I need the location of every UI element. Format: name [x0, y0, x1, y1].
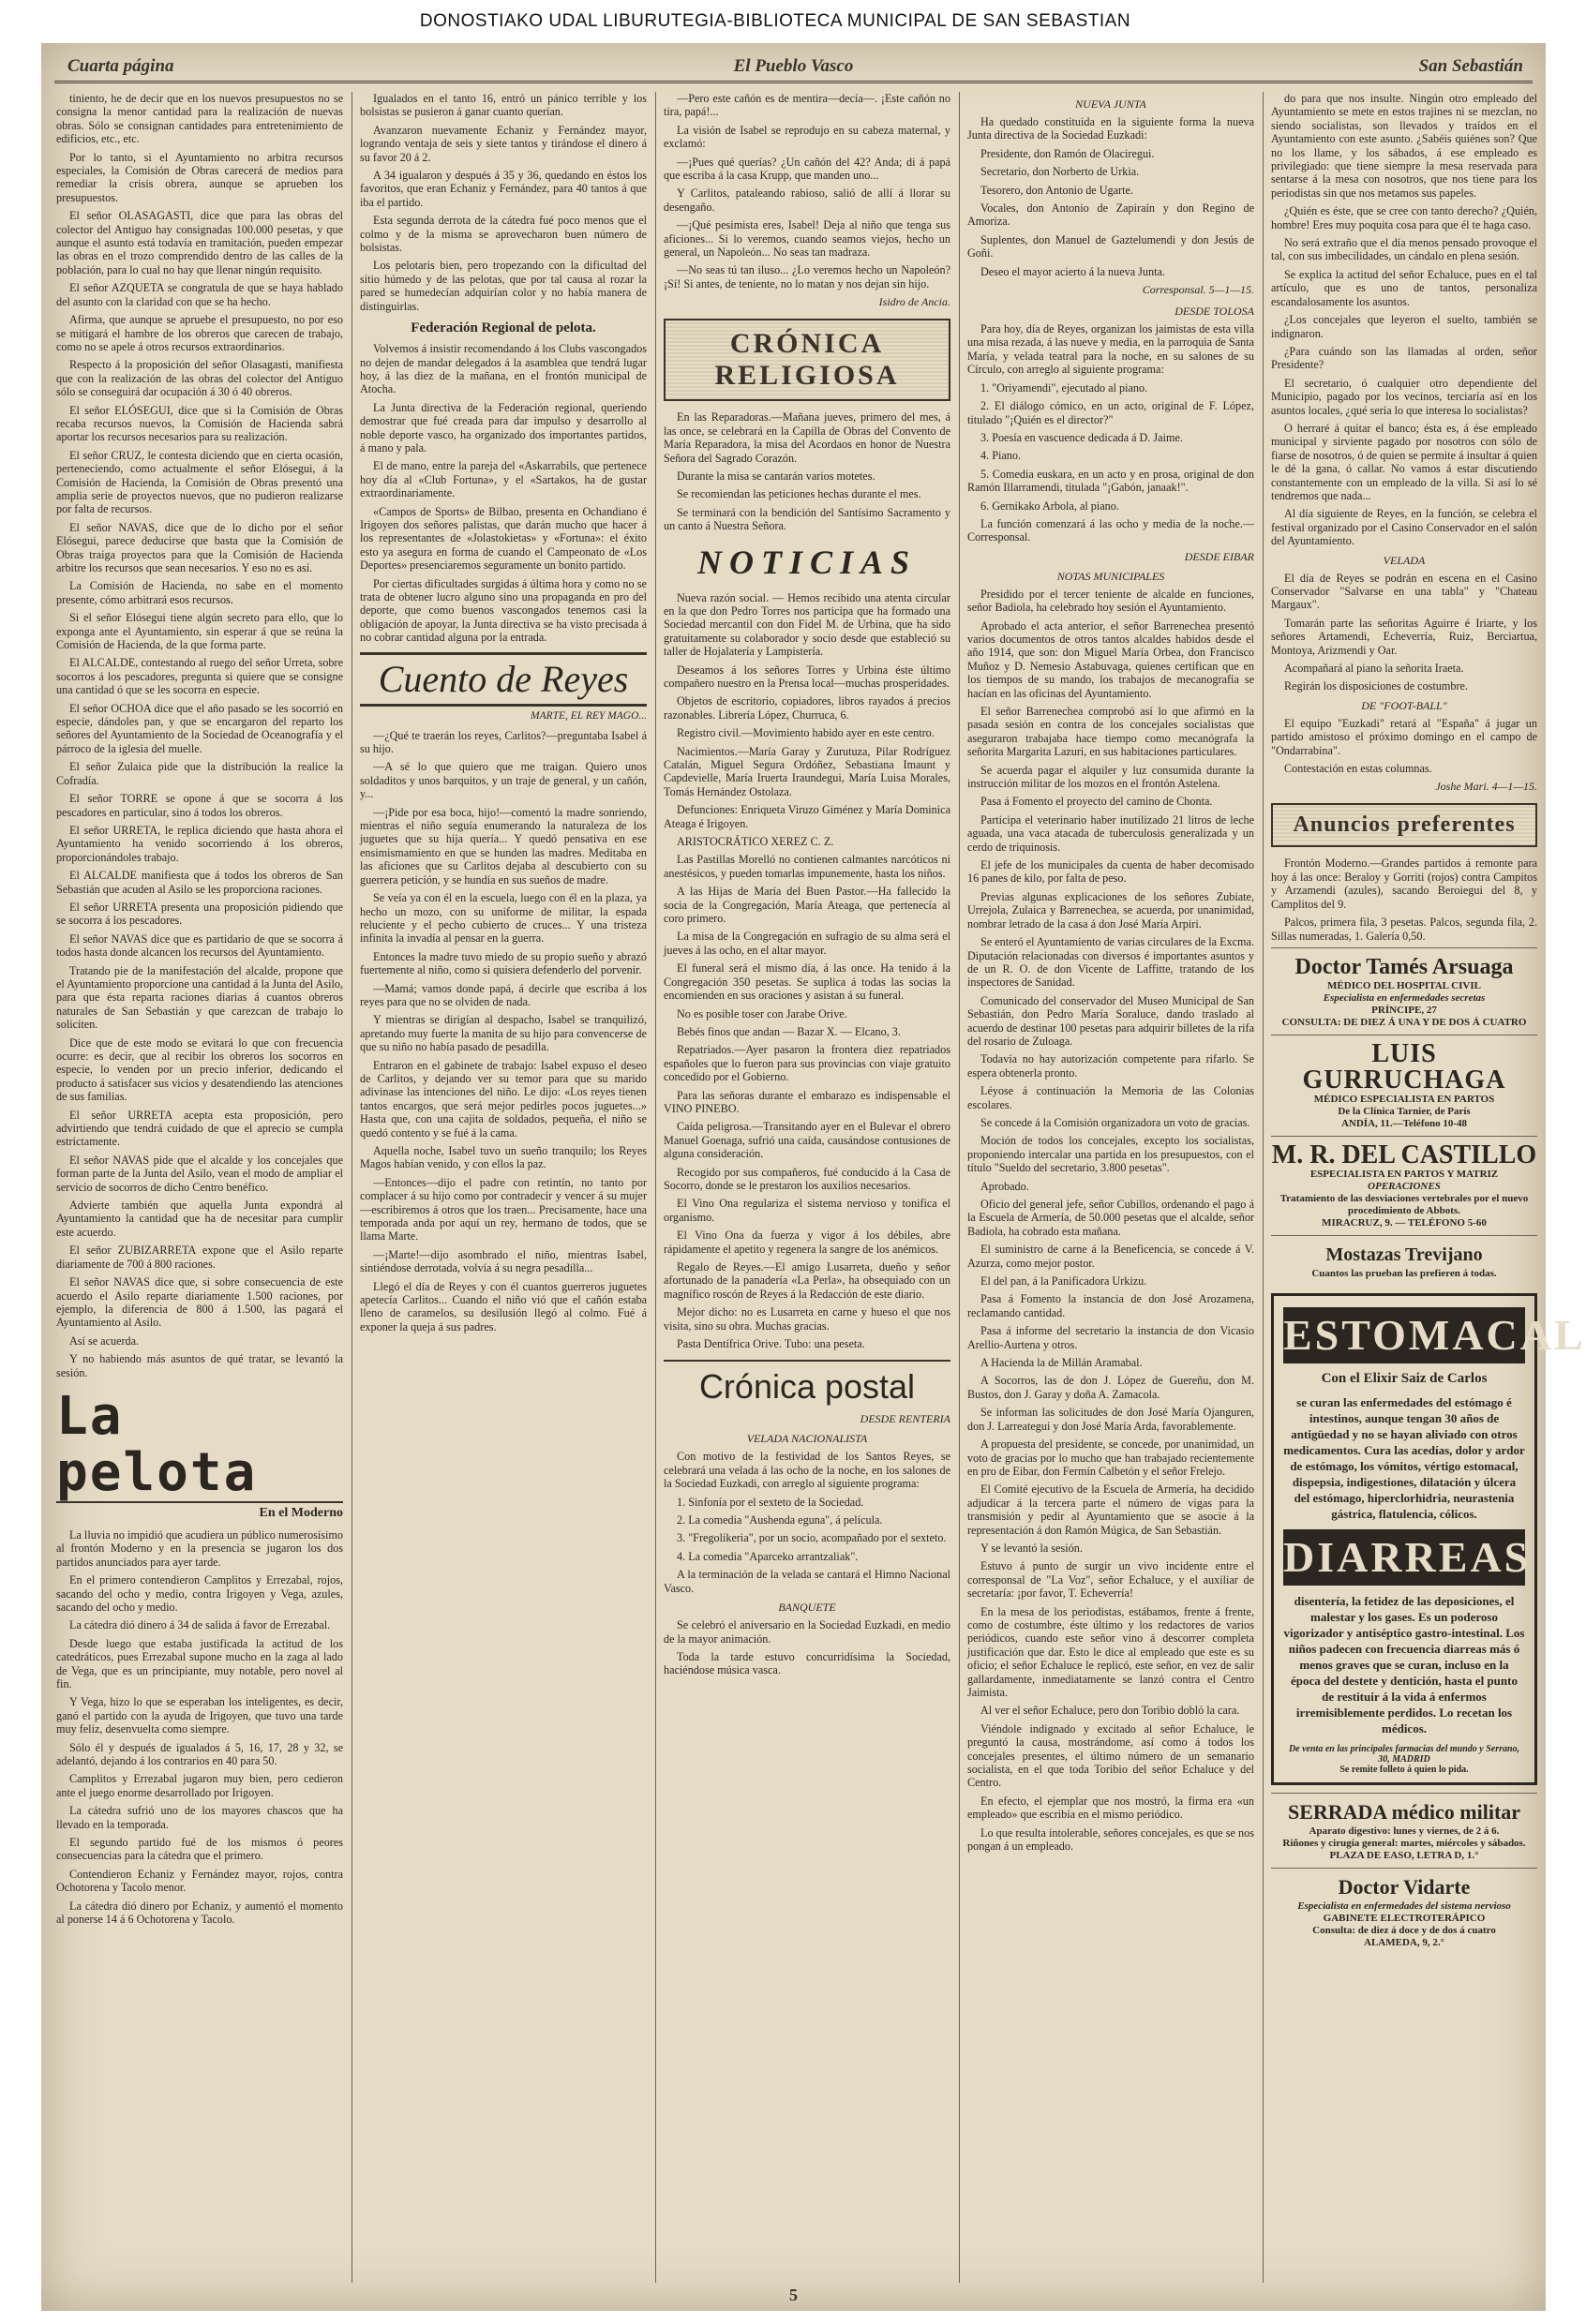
postal-heading: Crónica postal — [664, 1360, 950, 1407]
paragraph: Avanzaron nuevamente Echaniz y Fernández mayor, logrando ventaja de seis y siete tantos y tirándose el dinero á su favor 20 á 2. — [360, 123, 647, 164]
paragraph: Pasa á Fomento el proyecto del camino de Chonta. — [980, 795, 1213, 809]
paragraph: Se explica la actitud del señor Echaluce, pues en el tal artículo, que es uno de tantos, personaliza escandalosamente los asuntos. — [1271, 267, 1537, 308]
tolosa-heading: DESDE TOLOSA — [1175, 305, 1254, 319]
column-rule — [655, 92, 656, 2283]
junta-signature: Corresponsal. 5—1—15. — [1142, 283, 1254, 297]
paragraph: El ALCALDE, contestando al ruego del señor Urreta, sobre socorros á los pescadores, pregunta si quiere que se consigne una cantidad ó que se les socorra en especie. — [56, 656, 343, 697]
paragraph: Desde luego que estaba justificada la actitud de los catedráticos, pues Errezabal supone mucho en la zaga al lado de Vega, que es un principiante, muy notable, pero novel al fin. — [56, 1636, 343, 1691]
paragraph: —A sé lo que quiero que me traigan. Quiero unos soldaditos y unos barquitos, y un traje de general, y un cañón, y... — [360, 760, 647, 801]
paragraph: El señor TORRE se opone á que se socorra á los pescadores en particular, sino á todos los obreros. — [56, 792, 343, 819]
paragraph: La función comenzará á las ocho y media de la noche.—Corresponsal. — [967, 516, 1254, 544]
football-signature: Joshe Mari. 4—1—15. — [1435, 780, 1537, 794]
paragraph: La Junta directiva de la Federación regional, queriendo demostrar que fué creada para dar impulso y desarrollo al noble deporte vasco, ha organizado dos importantes partidos, á mano y pala. — [360, 400, 647, 454]
religiosa-article — [664, 410, 950, 532]
ad-vidarte-line3: Consulta: de diez á doce y de dos á cuatro — [1312, 1924, 1496, 1936]
paragraph: Contendieron Echaniz y Fernández mayor, rojos, contra Ochotorena y Tacolo menor. — [56, 1867, 343, 1895]
paragraph: Por lo tanto, si el Ayuntamiento no arbitra recursos especiales, la Comisión de Obras carecerá de medios para remediar la crisis obrera, aunque se aprueben los presupuestos. — [56, 150, 343, 204]
paragraph: Pasta Dentífrica Orive. Tubo: una peseta. — [677, 1337, 865, 1351]
page-number-label: Cuarta página — [67, 56, 174, 76]
paragraph: Moción de todos los concejales, excepto los socialistas, proponiendo intercalar una partida en los presupuestos, con el título "Sueldo del secretario, 3.800 pesetas". — [967, 1134, 1254, 1175]
paragraph: En efecto, el ejemplar que nos mostró, la firma era «un empleado» que escribía en el mismo periódico. — [967, 1794, 1254, 1822]
paragraph: La cátedra dió dinero por Echaniz, y aumentó el momento al ponerse 14 á 6 Ochotorena y Tacolo. — [56, 1899, 343, 1927]
ad-estomacal — [1271, 1293, 1586, 1785]
paragraph: Registro civil.—Movimiento habido ayer en este centro. — [677, 726, 935, 740]
paragraph: El señor AZQUETA se congratula de que se haya hablado del asunto con la claridad con que se ha hecho. — [56, 281, 343, 308]
page-footer-mark: 5 — [789, 2286, 798, 2304]
paragraph: Se recomiendan las peticiones hechas durante el mes. — [677, 487, 921, 501]
paragraph: Esta segunda derrota de la cátedra fué poco menos que el colmo y de la misma se aprovecharon buen número de bolsistas. — [360, 214, 647, 255]
paragraph: Aprobado el acta anterior, el señor Barrenechea presentó varios documentos de otros tantos alcaldes habidos desde el año 1914, que son: don Miguel María Orbea, don Francisco Muñoz y D. Nemesio Astabuvaga, quienes certifican que en los tiempos de su mando, los trabajos de mecanografía se hacían en las oficinas del Ayuntamiento. — [967, 618, 1254, 700]
paragraph: El señor URRETA, le replica diciendo que hasta ahora el Ayuntamiento ha venido socorriendo á los obreros, proporcionándoles trabajo. — [56, 823, 343, 864]
eibar-subheading: NOTAS MUNICIPALES — [1056, 569, 1165, 583]
paragraph: El señor Barrenechea comprobó así lo que afirmó en la pasada sesión en contra de los concejales socialistas que aseguraron trabajaba hace tiempo como mecanógrafa la señorita Margarita Lazuri, en sus habitaciones particulares. — [967, 705, 1254, 759]
paragraph: Durante la misa se cantarán varios motetes. — [677, 469, 875, 483]
paragraph: Regalo de Reyes.—El amigo Lusarreta, dueño y señor afortunado de la panadería «La Perla», ha obsequiado con un magnífico roscón de Reyes á la Redacción de este diario. — [664, 1260, 950, 1301]
ad-gurruchaga — [1271, 1035, 1537, 1136]
religiosa-heading: CRÓNICA RELIGIOSA — [664, 319, 950, 401]
paragraph: El señor ZUBIZARRETA expone que el Asilo reparte diariamente de 700 á 800 raciones. — [56, 1244, 343, 1271]
pelota-subheading: En el Moderno — [56, 1501, 343, 1521]
ad-estomacal-word: ESTOMACAL — [1283, 1307, 1525, 1363]
paragraph: Contestación en estas columnas. — [1284, 762, 1432, 776]
paragraph: —Entonces—dijo el padre con retintín, no tanto por complacer á su hijo como por contradecir y vencer á su mujer—escribiremos á otros que los traen... Precisamente, hace una temporada anda por aquí un rey, hermano de todos, que se llama Marte. — [360, 1175, 647, 1244]
paragraph: Se enteró el Ayuntamiento de varias circulares de la Excma. Diputación relacionadas con diversos é importantes asuntos y de un R. O. de don Vicente de Laffitte, tratando de los inspectores de Sanidad. — [967, 935, 1254, 990]
ad-mostazas-line1: Cuantos las prueban las prefieren á todas. — [1311, 1267, 1497, 1279]
paragraph: Y Vega, hizo lo que se esperaban los inteligentes, es decir, ganó el partido con la ayuda de Irigoyen, que tuvo una tarde muy feliz, desenvuelta como siempre. — [56, 1695, 343, 1736]
paragraph: Se terminará con la bendición del Santísimo Sacramento y un canto á Nuestra Señora. — [664, 505, 950, 533]
ad-castillo-line2: OPERACIONES — [1368, 1180, 1441, 1192]
paragraph: El señor ELÓSEGUI, dice que si la Comisión de Obras recaba recursos nuevos, la Comisión de Hacienda sabrá aportar los recursos necesarios para su realización. — [56, 403, 343, 444]
paragraph: —¡Pues qué querías? ¿Un cañón del 42? Anda; di á papá que escriba á la casa Krupp, que manden uno... — [664, 155, 950, 183]
paragraph: Previas algunas explicaciones de los señores Zubiate, Urrejola, Zulaica y Barrenechea, se acuerda, por unanimidad, nombrar letrado de la casa á don José María Arpiri. — [967, 889, 1254, 931]
paragraph: 4. La comedia "Aparceko arrantzaliak". — [677, 1549, 859, 1563]
paragraph: Se celebró el aniversario en la Sociedad Euzkadi, en medio de la mayor animación. — [664, 1618, 950, 1646]
paragraph: A la terminación de la velada se cantará el Himno Nacional Vasco. — [664, 1568, 950, 1595]
paragraph: El jefe de los municipales da cuenta de haber decomisado 16 panes de kilo, por falta de peso. — [967, 858, 1254, 886]
paragraph: A 34 igualaron y después á 35 y 36, quedando en éstos los favoritos, que eran Echaniz y Fernández, para 40 tantos á que iba el partido. — [360, 169, 647, 209]
paragraph: Ha quedado constituida en la siguiente forma la nueva Junta directiva de la Sociedad Euzkadi: — [967, 115, 1254, 142]
paragraph: Respecto á la proposición del señor Olasagasti, manifiesta que con la realización de las obras del colector del Antiguo sólo se conseguirá dar ocupación á 30 ó 40 obreros. — [56, 358, 343, 399]
paragraph: El secretario, ó cualquier otro dependiente del Municipio, pagado por los vecinos, terciaría así en los asuntos locales, ¿qué sería lo que interesa lo socialistas? — [1271, 376, 1537, 417]
paragraph: El señor NAVAS, dice que de lo dicho por el señor Elósegui, parece deducirse que basta que la Comisión de Obras traiga proyectos para que la Comisión de Hacienda arbitre los recursos que sean necesarios. Y eso no es así. — [56, 520, 343, 574]
paragraph: Repatriados.—Ayer pasaron la frontera diez repatriados españoles que lo fueron para sus provincias con viaje gratuito concedido por el Gobierno. — [664, 1043, 950, 1084]
velada-heading: VELADA — [1383, 553, 1426, 567]
paragraph: Presidido por el tercer teniente de alcalde en funciones, señor Badiola, ha celebrado hoy sesión el Ayuntamiento. — [967, 587, 1254, 615]
paragraph: O herraré á quitar el banco; ésta es, á ése empleado municipal y sirviente pagado por nosotros con sólo de fiarse de nosotros, ó de quien se permite á insultar á quien le dé la gana, ó callar. No vamos á estar discutiendo constantemente con un empleado de la villa. Si así lo sé tendremos que nada... — [1271, 421, 1537, 502]
ad-mostazas-name: Mostazas Trevijano — [1325, 1244, 1483, 1265]
paragraph: La visión de Isabel se reprodujo en su cabeza maternal, y exclamó: — [664, 123, 950, 151]
ad-vidarte-line2: GABINETE ELECTROTERÁPICO — [1323, 1912, 1486, 1924]
ad-vidarte — [1271, 1868, 1537, 1955]
paragraph: Y se levantó la sesión. — [980, 1541, 1083, 1555]
paragraph: Suplentes, don Manuel de Gaztelumendi y don Jesús de Goñi. — [967, 232, 1254, 261]
ad-gurruchaga-name: LUIS GURRUCHAGA — [1302, 1038, 1506, 1095]
paragraph: Así se acuerda. — [69, 1333, 140, 1348]
paragraph: 2. La comedia "Aushenda eguna", á película. — [677, 1513, 883, 1527]
paragraph: El Vino Ona da fuerza y vigor á los débiles, abre rápidamente el apetito y regenera la sangre de los anémicos. — [664, 1229, 950, 1256]
paragraph: —¿Qué te traerán los reyes, Carlitos?—preguntaba Isabel á su hijo. — [360, 728, 647, 756]
paragraph: El ALCALDE manifiesta que á todos los obreros de San Sebastián que acuden al Asilo se les proporciona raciones. — [56, 869, 343, 896]
banquete-heading: BANQUETE — [778, 1601, 836, 1615]
noticias-heading: NOTICIAS — [696, 543, 918, 581]
paragraph: ¿Quién es éste, que se cree con tanto derecho? ¿Quién, hombre! Eres muy poquita cosa para que él te haga caso. — [1271, 204, 1537, 231]
paragraph: A Hacienda la de Millán Aramabal. — [980, 1356, 1143, 1370]
banquete-article — [664, 1618, 950, 1677]
ad-estomacal-sub: Con el Elixir Saiz de Carlos — [1321, 1370, 1488, 1386]
council-minutes — [56, 92, 343, 1379]
junta-article — [967, 115, 1254, 278]
paragraph: Volvemos á insistir recomendando á los Clubs vascongados no dejen de mandar delegados á la asamblea que tendrá lugar hoy, á las diez de la mañana, en el frontón municipal de Atocha. — [360, 342, 647, 396]
paragraph: El Vino Ona regulariza el sistema nervioso y tonifica el organismo. — [664, 1197, 950, 1224]
paragraph: Las Pastillas Morelló no contienen calmantes narcóticos ni anestésicos, y pueden tomarlas impunemente, hasta los niños. — [664, 853, 950, 880]
paragraph: Con motivo de la festividad de los Santos Reyes, se celebrará una velada á las ocho de la noche, en los salones de la Sociedad Euzkadi, con arreglo al siguiente programa: — [664, 1450, 950, 1491]
paragraph: Todavía no hay autorización competente para rifarlo. Se espera obtenerla pronto. — [967, 1052, 1254, 1080]
ad-vidarte-line4: ALAMEDA, 9, 2.° — [1364, 1936, 1444, 1948]
paragraph: El equipo "Euzkadi" retará al "España" á jugar un partido amistoso el próximo domingo en el campo de "Ondarrabina". — [1271, 716, 1537, 757]
paragraph: Dice que de este modo se evitará lo que con frecuencia ocurre: es decir, que al recibir los obreros los socorros en especie, lo venden por un precio inferior, dedicando el producto á satisfacer sus vicios y desatendiendo las atenciones de sus familias. — [56, 1035, 343, 1104]
paragraph: El segundo partido fué de los mismos ó peores consecuencias para la cátedra que el primero. — [56, 1836, 343, 1863]
paragraph: Defunciones: Enriqueta Viruzo Giménez y María Dominica Ateaga é Irigoyen. — [664, 803, 950, 830]
paragraph: Aquella noche, Isabel tuvo un sueño tranquilo; los Reyes Magos habían venido, y con ellos la paz. — [360, 1144, 647, 1171]
paragraph: Si el señor Elósegui tiene algún secreto para ello, que lo exponga ante el Ayuntamiento, sin esperar á que se reúna la Comisión de Hacienda, de la que forma parte. — [56, 611, 343, 652]
eibar-heading: DESDE EIBAR — [1184, 549, 1254, 563]
paragraph: Vocales, don Antonio de Zapiraín y don Regino de Amoriza. — [967, 201, 1254, 229]
paragraph: Deseo el mayor acierto á la nueva Junta. — [980, 264, 1165, 278]
noticias-article — [664, 591, 950, 1351]
ad-vidarte-line1: Especialista en enfermedades del sistema nervioso — [1297, 1899, 1511, 1912]
ad-castillo-line4: MIRACRUZ, 9. — TELÉFONO 5-60 — [1322, 1216, 1487, 1229]
federation-heading: Federación Regional de pelota. — [411, 320, 596, 336]
paragraph: El señor URRETA presenta una proposición pidiendo que se socorra á los pescadores. — [56, 900, 343, 928]
paragraph: Tratando pie de la manifestación del alcalde, propone que el Ayuntamiento proporcione una cantidad á la Junta del Asilo, para que ésta reparta raciones diarias á cuantos obreros naturales de San Sebastián y que carezcan de trabajo lo soliciten. — [56, 963, 343, 1032]
column-5 — [1265, 92, 1586, 2283]
paragraph: Deseamos á los señores Torres y Urbina éste último compañero nuestro en la Prensa local—muchas prosperidades. — [664, 663, 950, 690]
paragraph: Caída peligrosa.—Transitando ayer en el Bulevar el obrero Manuel Goenaga, sufrió una caída, causándose contusiones de alguna consideración. — [664, 1120, 950, 1161]
paragraph: A las Hijas de María del Buen Pastor.—Ha fallecido la socia de la Congregación, María Ateaga, que pertenecía al coro primero. — [664, 885, 950, 926]
paragraph: Camplitos y Errezabal jugaron muy bien, pero cedieron ante el juego enorme desarrollado por Irigoyen. — [56, 1772, 343, 1799]
paragraph: 3. "Fregolikeria", por un socio, acompañado por el sexteto. — [677, 1531, 947, 1545]
paragraph: Toda la tarde estuvo concurridísima la Sociedad, haciéndose música vasca. — [664, 1649, 950, 1677]
paragraph: ARISTOCRÁTICO XEREZ C. Z. — [677, 835, 834, 849]
ad-gurruchaga-line2: De la Clínica Tarnier, de París — [1338, 1105, 1471, 1117]
paragraph: El Comité ejecutivo de la Escuela de Armería, ha decidido adjudicar á la tercera parte el número de vigas para la transmisión y pedir al Ayuntamiento que se asocie á la representación á don Ramón Múgica, de San Sebastián. — [967, 1482, 1254, 1537]
ad-serrada — [1271, 1793, 1537, 1868]
paragraph: Por ciertas dificultades surgidas á última hora y como no se trata de obtener lucro alguno sino una propaganda en pro del deporte, que como buenos vascongados tenemos casi la obligación de apoyar, la Junta directiva se ha visto precisada á no cobrar cantidad alguna por la entrada. — [360, 576, 647, 645]
paragraph: En la mesa de los periodistas, estábamos, frente á frente, como de costumbre, éste último y los redactores de varios periódicos, cuando este señor vino á descorrer completa justificación que dar. Esto le dice al empleado que este es su oficio; el señor Echaluce le replicó, este señor, en vez de salir gallardamente, inmediatamente se lanzó contra el Centro Jaimista. — [967, 1604, 1254, 1699]
paragraph: Regirán los disposiciones de costumbre. — [1284, 679, 1468, 693]
paragraph: ¿Para cuándo son las llamadas al orden, señor Presidente? — [1271, 344, 1537, 372]
paragraph: Y Carlitos, pataleando rabioso, salió de allí á llorar su desengaño. — [664, 186, 950, 214]
paragraph: Palcos, primera fila, 3 pesetas. Palcos, segunda fila, 2. Sillas numeradas, 1. Galería 0,50. — [1271, 916, 1537, 943]
paragraph: Comunicado del conservador del Museo Municipal de San Sebastián, don Pedro María Soraluce, dando traslado al acuerdo de destinar 100 pesetas para adquirir billetes de la rifa del rosario de Zuloaga. — [967, 993, 1254, 1048]
ad-castillo — [1271, 1136, 1537, 1235]
paragraph: Pasa á informe del secretario la instancia de don Vicasio Arellio-Aurtena y otros. — [967, 1324, 1254, 1351]
paragraph: «Campos de Sports» de Bilbao, presenta en Ochandiano é Irigoyen dos señores palistas, que darán mucho que hacer á los representantes de «Jolastokietas» y «Fortuna»: el éxito esto ya asegura en forma de cuando el Campeonato de «Los Deportes» presenciaremos seguramente un bonito partido. — [360, 504, 647, 573]
cuento-heading: Cuento de Reyes — [360, 652, 647, 707]
paragraph: Para hoy, día de Reyes, organizan los jaimistas de esta villa una misa rezada, á las nueve y media, en la parroquia de Santa María, y velada teatral para la noche, en su salones de su Círculo, con arreglo al siguiente programa: — [967, 322, 1254, 377]
paragraph: El señor NAVAS dice que es partidario de que se socorra á todos hasta donde alcancen los recursos del Ayuntamiento. — [56, 931, 343, 960]
paragraph: El funeral será el mismo día, á las once. Ha tenido á la Congregación 350 pesetas. Se suplica á todas las socias la encomienden en sus oraciones y asistan á su funeral. — [664, 961, 950, 1003]
paragraph: Presidente, don Ramón de Olaciregui. — [980, 146, 1155, 160]
ad-diarreas-word: DIARREAS — [1283, 1529, 1525, 1586]
paragraph: 4. Piano. — [980, 449, 1021, 463]
ad-serrada-name: SERRADA médico militar — [1287, 1799, 1521, 1824]
paragraph: El señor NAVAS pide que el alcalde y los concejales que forman parte de la Junta del Asilo, vean el modo de ampliar el servicio de socorros de dicho Centro benéfico. — [56, 1153, 343, 1194]
cuento-continued — [664, 92, 950, 290]
ad-tames-line1: MÉDICO DEL HOSPITAL CIVIL — [1327, 979, 1481, 991]
paragraph: —¡Marte!—dijo asombrado el niño, mientras Isabel, sintiéndose derrotada, volvía á su negra pesadilla... — [360, 1247, 647, 1275]
paragraph: El del pan, á la Panificadora Urkizu. — [980, 1274, 1147, 1289]
paragraph: La Comisión de Hacienda, no sabe en el momento presente, cómo arbitrará esos recursos. — [56, 579, 343, 606]
paragraph: Entonces la madre tuvo miedo de su propio sueño y abrazó fuertemente al niño, como si quisiera defenderlo del porvenir. — [360, 949, 647, 977]
paragraph: La cátedra sufrió uno de los mayores chascos que ha llevado en la temporada. — [56, 1804, 343, 1831]
cuento-signature: Isidro de Ancia. — [878, 295, 950, 309]
paragraph: Afirma, que aunque se apruebe el presupuesto, no por eso se mitigará el hambre de los obreros que carecen de trabajo, como no se apele á otros recursos extraordinarios. — [56, 313, 343, 353]
ad-tames-line2: Especialista en enfermedades secretas — [1323, 991, 1486, 1004]
paragraph: Llegó el día de Reyes y con él cuantos guerreros juguetes apetecía Carlitos... Cuando el niño vió que el cañón estaba lleno de caramelos, su desilusión llegó al colmo. Fué á exponer la queja á sus padres. — [360, 1279, 647, 1333]
paragraph: Se acuerda pagar el alquiler y luz consumida durante la instrucción militar de los mozos en el frontón Astelena. — [967, 763, 1254, 791]
eibar-article — [967, 588, 1254, 1854]
newspaper-page — [41, 43, 1586, 2311]
postal-location: DESDE RENTERIA — [860, 1412, 950, 1426]
ad-castillo-line3: Tratamiento de las desviaciones vertebrales por el nuevo procedimiento de Abbots. — [1279, 1192, 1529, 1216]
paragraph: Para las señoras durante el embarazo es indispensable el VINO PINEBO. — [664, 1088, 950, 1115]
paragraph: La lluvia no impidió que acudiera un público numerosísimo al frontón Moderno y en la presencia se jugaron los dos partidos anunciados para ayer tarde. — [56, 1527, 343, 1569]
paragraph: 1. "Oriyamendi", ejecutado al piano. — [980, 380, 1148, 395]
paragraph: Al día siguiente de Reyes, en la función, se celebra el festival organizado por el Casino Conservador en el salón del Ayuntamiento. — [1271, 507, 1537, 548]
paragraph: 3. Poesía en vascuence dedicada á D. Jaime. — [980, 430, 1183, 444]
ad-tames-line4: CONSULTA: DE DIEZ Á UNA Y DE DOS Á CUATRO — [1281, 1016, 1527, 1028]
tolosa-article — [967, 322, 1254, 544]
column-1 — [51, 92, 349, 2283]
paragraph: —¡Pide por esa boca, hijo!—comentó la madre sonriendo, mientras el niño seguía enumerando la naturaleza de los juguetes que su hija quería... Y quedó pensativa en ese ensimismamiento en que se hunden las madres. Meditaba en las aficiones que su Carlitos dejaba al descubierto con su guerrera peticíón, y se hundía en sus sueños de madre. — [360, 805, 647, 886]
ad-gurruchaga-line1: MÉDICO ESPECIALISTA EN PARTOS — [1313, 1093, 1495, 1105]
ad-gurruchaga-line3: ANDÍA, 11.—Teléfono 10-48 — [1340, 1117, 1468, 1129]
paragraph: No es posible toser con Jarabe Orive. — [677, 1006, 847, 1020]
paragraph: Pasa á Fomento la instancia de don José Arozamena, reclamando cantidad. — [967, 1292, 1254, 1319]
ad-estomacal-note2: Se remite folleto á quien lo pida. — [1339, 1764, 1469, 1775]
cuento-byline: MARTE, EL REY MAGO... — [530, 709, 647, 722]
paragraph: Aprobado. — [980, 1179, 1029, 1193]
paragraph: Tomarán parte las señoritas Aguirre é Iriarte, y los señores Artamendi, Echeverría, Ruiz, Berciartua, Montoya, Arizmendi y Oar. — [1271, 616, 1537, 657]
paragraph: 2. El diálogo cómico, en un acto, original de F. López, titulado "¡Quién es el director?" — [967, 399, 1254, 426]
column-4 — [962, 92, 1260, 2283]
ad-serrada-line1: Aparato digestivo: lunes y viernes, de 2 á 6. — [1309, 1825, 1500, 1837]
column-2 — [354, 92, 652, 2283]
ad-castillo-line1: ESPECIALISTA EN PARTOS Y MATRIZ — [1309, 1168, 1499, 1180]
paragraph: Se concede á la Comisión organizadora un voto de gracias. — [980, 1115, 1250, 1129]
paragraph: —No seas tú tan iluso... ¿Lo veremos hecho un Napoleón? ¡Sí! Si antes, de teniente, no lo matan y nos dejan sin hijo. — [664, 263, 950, 290]
paragraph: El señor URRETA acepta esta proposición, pero advirtiendo que tendrá cuidado de que el aprecio se cumpla estrictamente. — [56, 1108, 343, 1149]
paragraph: Advierte también que aquella Junta expondrá al Ayuntamiento la cantidad que ha de necesitar para cumplir este acuerdo. — [56, 1199, 343, 1239]
paragraph: 1. Sinfonía por el sexteto de la Sociedad. — [677, 1495, 864, 1509]
paragraph: Viéndole indignado y excitado al señor Echaluce, le preguntó la causa, mostrándome, así como á todos los concejales presentes, el último número de un semanario socialista, en el que toda Toribio del señor Echaluce y del Centro. — [967, 1721, 1254, 1790]
postal-subheading: VELADA NACIONALISTA — [746, 1432, 868, 1446]
paragraph: El de mano, entre la pareja del «Askarrabils, que pertenece hoy día al «Club Fortuna», y el «Sartakos, ha de gustar extraordinariamente. — [360, 459, 647, 500]
paragraph: Mejor dicho: no es Lusarreta en carne y hueso el que nos visita, sino su obra. Muchas gracias. — [664, 1305, 950, 1333]
paragraph: Objetos de escritorio, copiadores, libros rayados á precios razonables. Librería López, Churruca, 6. — [664, 694, 950, 722]
paragraph: A propuesta del presidente, se concede, por unanimidad, un voto de gracias por lo mucho que han trabajado recientemente en pro de Eibar, don Fermín Calbetón y el señor Frelejo. — [967, 1438, 1254, 1478]
paragraph: do para que nos insulte. Ningún otro empleado del Ayuntamiento se mete en estos trajines ni se mezclan, no siendo socialistas, son llevados y traídos en el Ayuntamiento con este asunto. ¿Sabéis quiénes son? Que no los llame, y los sábados, á ese empleado es privilegiado: que tiene siempre la mesa reservada para sentarse á la mesa con nosotros, que nos tiene para los periodistas sin que nos metamos sus papeles. — [1271, 92, 1537, 200]
federation-article — [360, 342, 647, 645]
paragraph: A Socorros, las de don J. López de Guereñu, don M. Bustos, don J. Garay y doña A. Zamacola. — [967, 1374, 1254, 1401]
anuncios-heading: Anuncios preferentes — [1271, 803, 1537, 847]
paragraph: El suministro de carne á la Beneficencia, se concede á V. Azurza, como mejor postor. — [967, 1243, 1254, 1270]
ad-serrada-line3: PLAZA DE EASO, LETRA D, 1.° — [1329, 1849, 1479, 1861]
paragraph: Lo que resulta intolerable, señores concejales, es que se nos pongan á un empleado. — [967, 1825, 1254, 1854]
paragraph: —Mamá; vamos donde papá, á decirle que escriba á los reyes para que no se olviden de nada. — [360, 981, 647, 1008]
paragraph: Estuvo á punto de surgir un vivo incidente entre el corresponsal de "La Voz", señor Echaluce, y el auxiliar de secretaría: ¡por favor, T. Echeverría! — [967, 1559, 1254, 1601]
paragraph: Recogido por sus compañeros, fué conducido á la Casa de Socorro, donde se le prestaron los auxilios necesarios. — [664, 1165, 950, 1192]
paragraph: Participa el veterinario haber inutilizado 21 litros de leche aguada, una vaca atacada de tuberculosis generalizada y un cerdo de triquinosis. — [967, 812, 1254, 854]
paragraph: Entraron en el gabinete de trabajo: Isabel expuso el deseo de Carlitos, y dejando ver su temor para que su marido adivinase las intenciones del niño. Le dijo: «Los reyes tienen tantos encargos, que será mejor pedirles pocos juguetes...» Hasta que, con una cajita de soldados, pequeña, el niño se quedó contento y se fué á la cama. — [360, 1058, 647, 1140]
ad-vidarte-name: Doctor Vidarte — [1338, 1874, 1471, 1899]
paragraph: Bebés finos que andan — Bazar X. — Elcano, 3. — [677, 1024, 901, 1038]
paragraph: La misa de la Congregación en sufragio de su alma será el jueves á las ocho, en el altar mayor. — [664, 930, 950, 957]
paragraph: Léyose á continuación la Memoria de las Colonias escolares. — [967, 1084, 1254, 1111]
paragraph: Se veía ya con él en la escuela, luego con él en la plaza, ya hecho un mozo, con su uniforme de militar, la espada reluciente y el pecho cubierto de cruces... Y una tristeza infinita la invadía al pensar en la guerra. — [360, 891, 647, 946]
paragraph: —¡Qué pesimista eres, Isabel! Deja al niño que tenga sus aficiones... Si lo veremos, cuando seamos viejos, hecho un general, un Napoleón... No seas tan madraza. — [664, 218, 950, 260]
paragraph: Secretario, don Norberto de Urkia. — [980, 165, 1140, 179]
football-heading: DE "FOOT-BALL" — [1361, 698, 1447, 712]
ad-mostazas — [1271, 1235, 1537, 1286]
paragraph: Y no habiendo más asuntos de qué tratar, se levantó la sesión. — [56, 1352, 343, 1379]
ad-diarreas-text: disentería, la fetidez de las deposiciones, el malestar y los gases. Es un poderoso vigorizador y antiséptico gastro-intestinal. Los niños padecen con frecuencia diarreas más ó menos graves que se curan, incluso en la época del destete y dentición, hasta el punto de restituir á la vida á enfermos irremisiblemente perdidos. Lo recetan los médicos. — [1283, 1593, 1525, 1736]
pelota-continued — [360, 92, 647, 313]
column-3 — [658, 92, 956, 2283]
cuento-article — [360, 729, 647, 1334]
paragraph: El señor Zulaica pide que la distribución la realice la Cofradía. — [56, 760, 343, 787]
paragraph: El señor NAVAS dice que, si sobre consecuencia de este acuerdo el Asilo reparte diariamente 1.500 raciones, por ejemplo, la diferencia de 800 á 1.500, las pagará el Ayuntamiento al Asilo. — [56, 1275, 343, 1330]
paragraph: En el primero contendieron Camplitos y Errezabal, rojos, sacando del ocho y medio, contra Irigoyen y Vega, azules, sacando del ocho y medio. — [56, 1573, 343, 1614]
ad-estomacal-text: se curan las enfermedades del estómago é intestinos, aunque tengan 30 años de antigüedad y no se hayan aliviado con otros medicamentos. Cura las acedías, dolor y ardor de estómago, los vómitos, vértigo estomacal, dispepsia, indigestiones, dilatación y úlcera del estómago, hiperclorhidria, neurastenia gástrica, flatulencia, cólicos. — [1283, 1394, 1525, 1521]
paragraph: El señor CRUZ, le contesta diciendo que en cierta ocasión, perteneciendo, como actualmente el señor Elósegui, á la Comisión de Hacienda, la Comisión de Obras presentó una amplia serie de proyectos nuevos, que no pudieron realizarse por falta de recursos. — [56, 448, 343, 516]
football-article — [1271, 717, 1537, 776]
paragraph: 6. Gernikako Arbola, al piano. — [980, 499, 1119, 513]
paragraph: El señor OCHOA dice que el año pasado se les socorrió en especie, dándoles pan, y que se encargaron del reparto los señores del Ayuntamiento de la Sociedad de Oceanografía y el párroco de la iglesia del muelle. — [56, 701, 343, 755]
paragraph: Oficio del general jefe, señor Cubillos, ordenando el pago á la Escuela de Armería, de 50.000 pesetas que el alcalde, señor Badiola, ha cobrado esta mañana. — [967, 1198, 1254, 1238]
pelota-article — [56, 1528, 343, 1927]
ad-estomacal-note1: De venta en las principales farmacias del mundo y Serrano, 30, MADRID — [1288, 1743, 1520, 1765]
paragraph: El día de Reyes se podrán en escena en el Casino Conservador "Salvarse en una tabla" y "Chateau Margaux". — [1271, 571, 1537, 612]
paragraph: —Pero este cañón es de mentira—decía—. ¡Este cañón no tira, papá!... — [664, 92, 950, 119]
column-rule — [1263, 92, 1264, 2283]
paragraph: tiniento, he de decir que en los nuevos presupuestos no se consigna la menor cantidad para la realización de nuevas obras. Sólo se consignan cantidades para entretenimiento de edificios, etc., etc. — [56, 92, 343, 146]
paragraph: Al ver el señor Echaluce, pero don Toribio dobló la cara. — [980, 1704, 1240, 1718]
paragraph: Nacimientos.—María Garay y Zurutuza, Pilar Rodríguez Catalán, Miguel Segura Ordóñez, Sebastiana Imaunt y Capdevielle, María Iruerta Iraundegui, María Luisa Morales, Tomás Hernández Ostolaza. — [664, 744, 950, 798]
anuncios-text — [1271, 857, 1537, 942]
paragraph: Acompañará al piano la señorita Iraeta. — [1284, 662, 1464, 676]
ad-tames-name: Doctor Tamés Arsuaga — [1294, 954, 1514, 979]
junta-heading: NUEVA JUNTA — [1075, 97, 1146, 111]
city-label: San Sebastián — [1418, 56, 1523, 76]
paragraph: Frontón Moderno.—Grandes partidos á remonte para hoy á las once: Beraloy y Gorriti (rojos) contra Campitos y Arzamendi (azules), sacando Beroiegui del 8, y Camplitos del 9. — [1271, 857, 1537, 911]
ad-tames — [1271, 947, 1537, 1035]
ad-tames-line3: PRÍNCIPE, 27 — [1371, 1004, 1437, 1016]
eibar-continued — [1271, 92, 1537, 548]
paragraph: Se informan las solicitudes de don José María Ojanguren, don J. Larreategui y don José María Arda, favorablemente. — [967, 1406, 1254, 1433]
paragraph: Igualados en el tanto 16, entró un pánico terrible y los bolsistas se pusieron á ganar cuanto querían. — [360, 92, 647, 119]
masthead-title: El Pueblo Vasco — [733, 56, 854, 76]
library-banner — [0, 0, 1550, 43]
paragraph: Los pelotaris bien, pero tropezando con la dificultad del sitio húmedo y de las pelotas, que por tal causa al rozar la pared se humedecían adquirían color y no había manera de distinguirlas. — [360, 259, 647, 313]
running-head — [54, 49, 1533, 83]
pelota-heading: La pelota — [56, 1385, 258, 1503]
postal-article — [664, 1450, 950, 1595]
banner-text: DONOSTIAKO UDAL LIBURUTEGIA-BIBLIOTECA MUNICIPAL DE SAN SEBASTIAN — [419, 11, 1131, 31]
paragraph: Tesorero, don Antonio de Ugarte. — [980, 183, 1133, 197]
paragraph: En las Reparadoras.—Mañana jueves, primero del mes, á las once, se celebrará en la Capilla de Obras del Convento de María Reparadora, la misa del Acordaos en honor de Nuestra Señora del Sagrado Corazón. — [664, 410, 950, 465]
paragraph: Nueva razón social. — Hemos recibido una atenta circular en la que don Pedro Torres nos participa que ha formado una Sociedad mercantil con don Fidel M. de Urbina, que ha sido gratuitamente su colaborador y socio desde que estableció su taller de Hojalatería y Lampistería. — [664, 590, 950, 659]
paragraph: No será extraño que el día menos pensado provoque el tal, con sus imbecilidades, un cándalo en plena sesión. — [1271, 236, 1537, 263]
ad-castillo-name: M. R. DEL CASTILLO — [1271, 1140, 1537, 1169]
column-rule — [959, 92, 960, 2283]
paragraph: El señor OLASAGASTI, dice que para las obras del colector del Antiguo hay consignadas 100.000 pesetas, y que aunque el asunto está todavía en tramitación, pueden empezar las obras en el trozo comprendido dentro de las calles de la población, para lo cual no hay que llenar ningún requisito. — [56, 209, 343, 276]
paragraph: Sólo él y después de igualados á 5, 16, 17, 28 y 32, se adelantó, dejando á los contrarios en 40 para 50. — [56, 1740, 343, 1768]
paragraph: La cátedra dió dinero á 34 de salida á favor de Errezabal. — [69, 1618, 331, 1632]
paragraph: 5. Comedia euskara, en un acto y en prosa, original de don Ramón Illarramendi, titulada "¡Gabón, janaak!". — [967, 467, 1254, 495]
paragraph: ¿Los concejales que leyeron el suelto, también se indignaron. — [1271, 313, 1537, 340]
ad-serrada-line2: Riñones y cirugía general: martes, miércoles y sábados. — [1282, 1837, 1526, 1849]
velada-article — [1271, 572, 1537, 693]
paragraph: Y mientras se dirigían al despacho, Isabel se tranquilizó, apretando muy fuerte la manita de su hijo para convencerse de que su niño no había pasado de pesadilla. — [360, 1013, 647, 1054]
